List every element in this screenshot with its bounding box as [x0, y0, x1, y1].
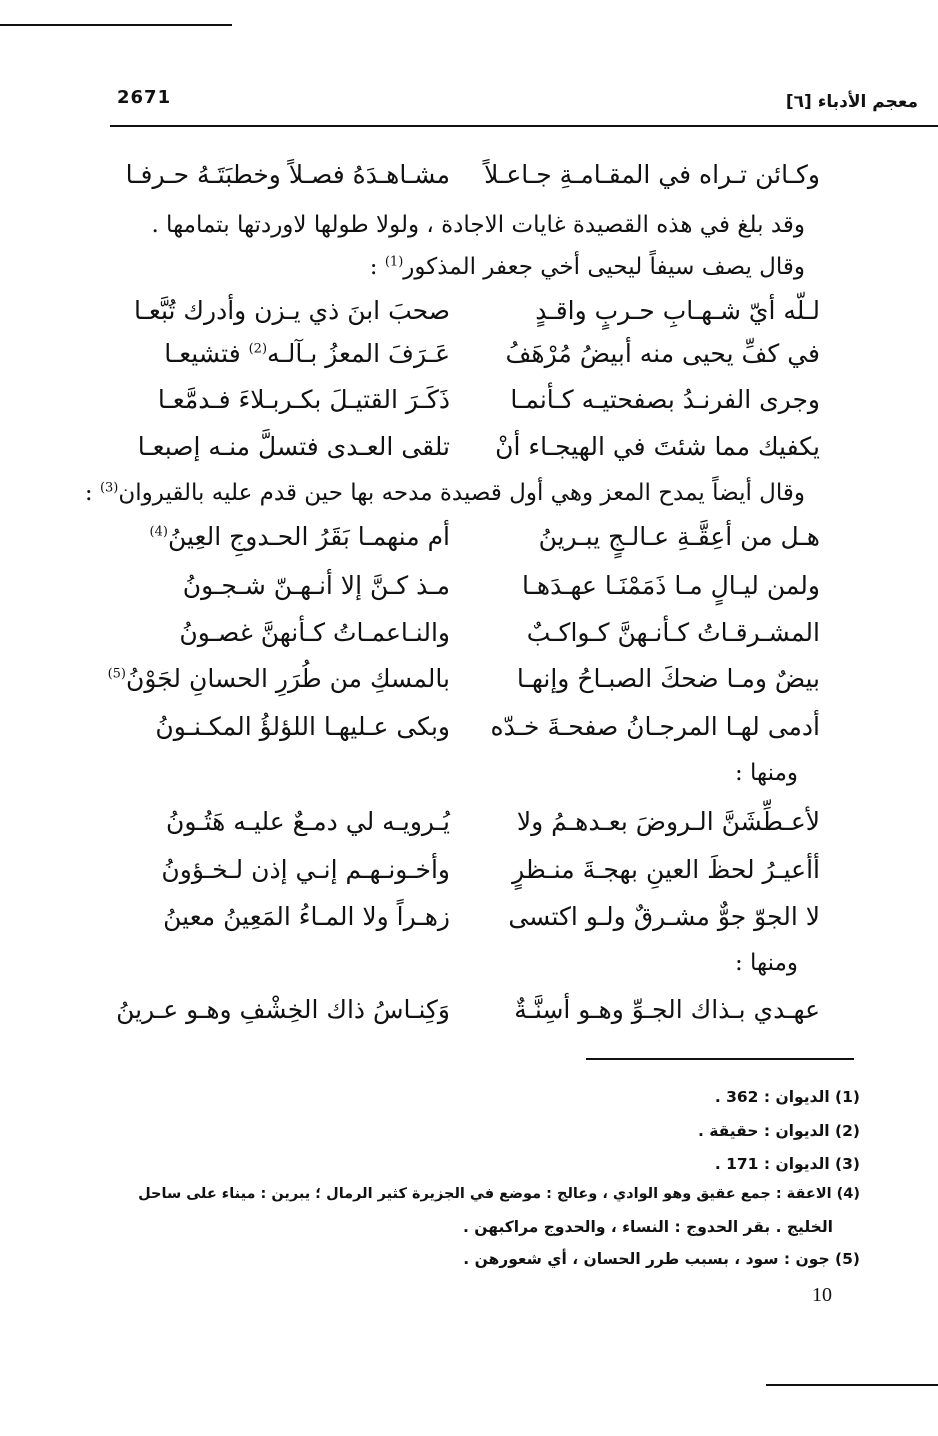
hemistich-left-text: أم منهمـا بَقَرُ الحـدوجِ العِينُ: [167, 522, 450, 551]
prose-line-2: [370, 254, 805, 280]
hemistich-right: لأعـطِّشَنَّ الـروضَ بعـدهـمُ ولا: [516, 807, 820, 836]
footnote-ref-3: (3): [99, 480, 119, 496]
hemistich-left: ذَكَـرَ القتيـلَ بكـربـلاءَ فـدمَّعـا: [157, 385, 450, 414]
hemistich-left: [108, 664, 450, 693]
verse-c3: [120, 902, 820, 946]
prose-2-end: :: [369, 254, 385, 280]
book-title: معجم الأدباء [٦]: [785, 92, 918, 112]
hemistich-left-end: فتشيعـا: [164, 339, 249, 368]
header-rule: [110, 125, 938, 127]
verse-a1: [120, 296, 820, 340]
hemistich-left: وأخـونـهـم إنـي إذن لـخـؤونُ: [161, 855, 450, 884]
bottom-right-rule: [766, 1384, 938, 1386]
hemistich-right: بيضٌ ومـا ضحكَ الصبـاحُ وإنهـا: [516, 664, 820, 693]
top-left-rule: [0, 24, 232, 26]
hemistich-left: وبكى عـليهـا اللؤلؤُ المكـنـونُ: [155, 712, 450, 741]
footnote-2: (2) الديوان : حقيقة .: [697, 1122, 860, 1140]
minha-label-1: ومنها :: [734, 760, 798, 786]
hemistich-right: المشـرقـاتُ كـأنـهنَّ كـواكـبٌ: [526, 618, 820, 647]
hemistich-right: وكـائن تـراه في المقـامـةِ جـاعـلاً: [484, 160, 820, 189]
hemistich-left: تلقى العـدى فتسلَّ منـه إصبعـا: [137, 432, 450, 461]
hemistich-right: أأعيـرُ لحظَ العينِ بهجـةَ منـظرٍ: [512, 855, 820, 884]
hemistich-right: يكفيك مما شئتَ في الهيجـاء أنْ: [495, 432, 820, 461]
hemistich-right: هـل من أعِقَّـةِ عـالـجٍ يبـرينُ: [538, 522, 820, 551]
verse-c2: [120, 855, 820, 899]
verse-b1: [120, 522, 820, 566]
hemistich-left: [164, 339, 450, 368]
footnote-ref-2: (2): [248, 341, 268, 357]
prose-line-3: [85, 480, 805, 506]
verse-a3: [120, 385, 820, 429]
hemistich-left-text: بالمسكِ من طُرَرِ الحسانِ لجَوْنُ: [126, 664, 450, 693]
hemistich-right: لا الجوّ جوٌّ مشـرقٌ ولـو اكتسى: [508, 902, 820, 931]
hemistich-left: مشـاهـدَهُ فصـلاً وخطبَتَـهُ حـرفـا: [125, 160, 450, 189]
footnote-4-line-1: (4) الاعقة : جمع عقيق وهو الوادي ، وعالج : موضع في الجزيرة كثير الرمال ؛ يبرين : ميناء على ساحل: [138, 1186, 860, 1202]
folio-number: 10: [812, 1284, 832, 1306]
verse-b2: [120, 571, 820, 615]
verse-b5: [120, 712, 820, 756]
hemistich-left: وَكِنـاسُ ذاك الخِشْفِ وهـو عـرينُ: [116, 995, 450, 1024]
hemistich-left: زهـراً ولا المـاءُ المَعِينُ معينُ: [163, 902, 450, 931]
hemistich-right: ولمن ليـالٍ مـا ذَمَمْنَـا عهـدَهـا: [521, 571, 820, 600]
hemistich-right: في كفِّ يحيى منه أبيضُ مُرْهَفُ: [505, 339, 820, 368]
hemistich-left: صحبَ ابنَ ذي يـزن وأدرك تُبَّعـا: [133, 296, 450, 325]
hemistich-left: والنـاعمـاتُ كـأنهنَّ غصـونُ: [179, 618, 450, 647]
prose-2-text: وقال يصف سيفاً ليحيى أخي جعفر المذكور: [403, 254, 805, 280]
prose-line-1: وقد بلغ في هذه القصيدة غايات الاجادة ، ولولا طولها لاوردتها بتمامها .: [151, 212, 805, 238]
footnote-ref-4: (4): [149, 524, 168, 540]
hemistich-right: وجرى الفرنـدُ بصفحتيـه كـأنمـا: [510, 385, 820, 414]
hemistich-left: مـذ كـنَّ إلا أنـهـنّ شـجـونُ: [182, 571, 450, 600]
footnote-5: (5) جون : سود ، بسبب طرر الحسان ، أي شعورهن .: [463, 1250, 860, 1268]
hemistich-right: عهـدي بـذاك الجـوِّ وهـو أسِنَّـةٌ: [514, 995, 820, 1024]
footnote-3: (3) الديوان : 171 .: [714, 1155, 860, 1173]
page-number: 2671: [117, 87, 172, 108]
footnote-separator: [586, 1058, 854, 1060]
hemistich-left-text: عَـرَفَ المعزُ بـآلـه: [267, 339, 450, 368]
verse-b4: [107, 664, 820, 708]
verse-c1: [120, 807, 820, 851]
footnote-4-line-2: الخليج . بقر الحدوج : النساء ، والحدوج مراكبهن .: [463, 1218, 833, 1236]
minha-label-2: ومنها :: [734, 950, 798, 976]
hemistich-right: أدمى لهـا المرجـانُ صفحـةَ خـدّه: [490, 712, 820, 741]
verse-a2: [120, 339, 820, 383]
verse-b3: [120, 618, 820, 662]
hemistich-left: يُـرويـه لي دمـعٌ عليـه هَتُـونُ: [165, 807, 450, 836]
footnote-ref-5: (5): [107, 666, 126, 682]
footnote-1: (1) الديوان : 362 .: [714, 1088, 860, 1106]
verse-1: [120, 160, 820, 204]
verse-a4: [120, 432, 820, 476]
prose-3-end: :: [84, 480, 100, 506]
verse-d1: [116, 995, 820, 1039]
hemistich-right: لـلّه أيّ شـهـابِ حـربٍ واقـدٍ: [535, 296, 820, 325]
hemistich-left: [150, 522, 450, 551]
prose-3-text: وقال أيضاً يمدح المعز وهي أول قصيدة مدحه بها حين قدم عليه بالقيروان: [118, 480, 805, 506]
footnote-ref-1: (1): [384, 254, 404, 270]
